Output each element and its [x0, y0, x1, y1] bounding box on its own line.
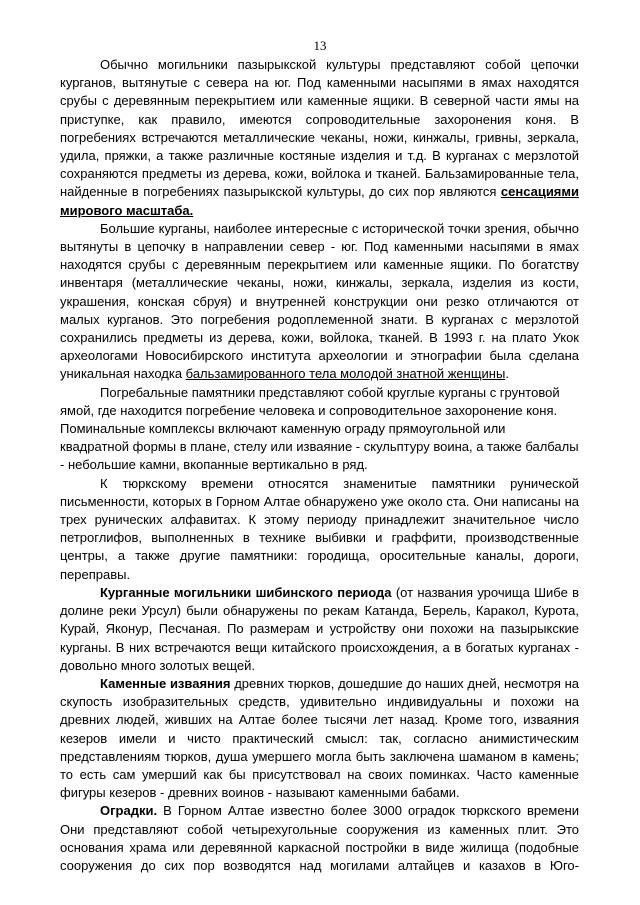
- sensation-emphasis: сенсациями мирового масштаба.: [60, 184, 579, 218]
- paragraph-stone-statues: [60, 675, 579, 802]
- paragraph-large-kurgans: [60, 220, 579, 384]
- text-line: - небольшие камни, вкопанные вертикально в ряд.: [60, 457, 368, 473]
- paragraph-heading: Каменные изваяния: [100, 675, 231, 691]
- paragraph-funeral-monuments: [60, 384, 579, 475]
- paragraph-text: К тюркскому времени относятся знаменитые памятники рунической письменности, которых в Горном Алтае обнаружено уже около ста. Они написаны на трех рунических алфавитах. К этому периоду принадлежит значительное число петроглифов, выполненных в технике выбивки и граффити, производственные центры, а также другие памятники: городища, оросительные каналы, дороги, переправы.: [60, 475, 579, 582]
- paragraph-tail: .: [505, 366, 509, 382]
- paragraph-text: Большие курганы, наиболее интересные с исторической точки зрения, обычно вытянуты в цепочку в направлении север - юг. Под каменными насыпями в ямах находятся срубы с деревянным перекрытием или каменные ящики. По богатству инвентаря (металлические чеканы, ножи, кинжалы, зеркала, изделия из кости, украшения, конская сбруя) и внутренней конструкции они резко отличаются от малых курганов. Это погребения родоплеменной знати. В курганах с мерзлотой сохранились предметы из дерева, кожи, войлока, тканей. В 1993 г. на плато Укок археологами Новосибирского института археологии и этнографии была сделана уникальная находка: [60, 220, 579, 382]
- paragraph-heading: Оградки.: [100, 803, 158, 819]
- paragraph-pazyryk-burials: [60, 56, 579, 220]
- paragraph-enclosures: [60, 802, 579, 875]
- body-text: [60, 56, 579, 875]
- paragraph-text: (от названия урочища Шибе в долине реки Урсул) были обнаружены по рекам Катанда, Берель, Каракол, Курота, Курай, Яконур, Песчаная. По размерам и устройству они похожи на пазырыкские курганы. В них встречаются вещи китайского происхождения, а в богатых курганах - довольно много золотых вещей.: [60, 584, 579, 673]
- paragraph-heading: Курганные могильники шибинского периода: [100, 584, 392, 600]
- paragraph-shibinsky-kurgans: [60, 584, 579, 675]
- paragraph-text: Обычно могильники пазырыкской культуры представляют собой цепочки курганов, вытянутые с севера на юг. Под каменными насыпями в ямах находятся срубы с деревянным перекрытием или каменные ящики. В северной части ямы на приступке, как правило, имеются сопроводительные захоронения коня. В погребениях встречаются металлические чеканы, ножи, кинжалы, гривны, зеркала, удила, пряжки, а также различные костяные изделия и т.д. В курганах с мерзлотой сохраняются предметы из дерева, кожи, войлока и тканей. Бальзамированные тела, найденные в погребениях пазырыкской культуры, до сих пор являются: [60, 57, 579, 200]
- embalmed-body-link[interactable]: бальзамированного тела молодой знатной женщины: [185, 366, 506, 382]
- text-line: квадратной формы в плане, стелу или изваяние - скульптуру воина, а также балбалы: [60, 439, 579, 455]
- page-number: 13: [313, 38, 327, 53]
- paragraph-text: В Горном Алтае известно более 3000 оградок тюркского времени Они представляют собой четырехугольные сооружения из каменных плит. Это основания храма или деревянной каркасной постройки в виде жилища (подобные сооружения до сих пор возводятся над могилами алтайцев и казахов в Юго-: [60, 803, 579, 873]
- text-line: Поминальные комплексы включают каменную ограду прямоугольной или: [60, 421, 506, 437]
- paragraph-text: древних тюрков, дошедшие до наших дней, несмотря на скупость изобразительных средств, удивительно индивидуальны и похожи на древних людей, живших на Алтае более тысячи лет назад. Кроме того, изваяния кезеров имели и чисто практический смысл: так, согласно анимистическим представлениям тюрков, душа умершего могла быть заключена шаманом в камень; то есть сам умерший как бы присутствовал на своих поминках. Часто каменные фигуры кезеров - древних воинов - называют каменными бабами.: [60, 675, 580, 801]
- paragraph-turkic-period: [60, 475, 579, 584]
- text-line: Погребальные памятники представляют собой круглые курганы с грунтовой: [100, 384, 560, 400]
- text-line: ямой, где находится погребение человека и сопроводительное захоронение коня.: [60, 402, 558, 418]
